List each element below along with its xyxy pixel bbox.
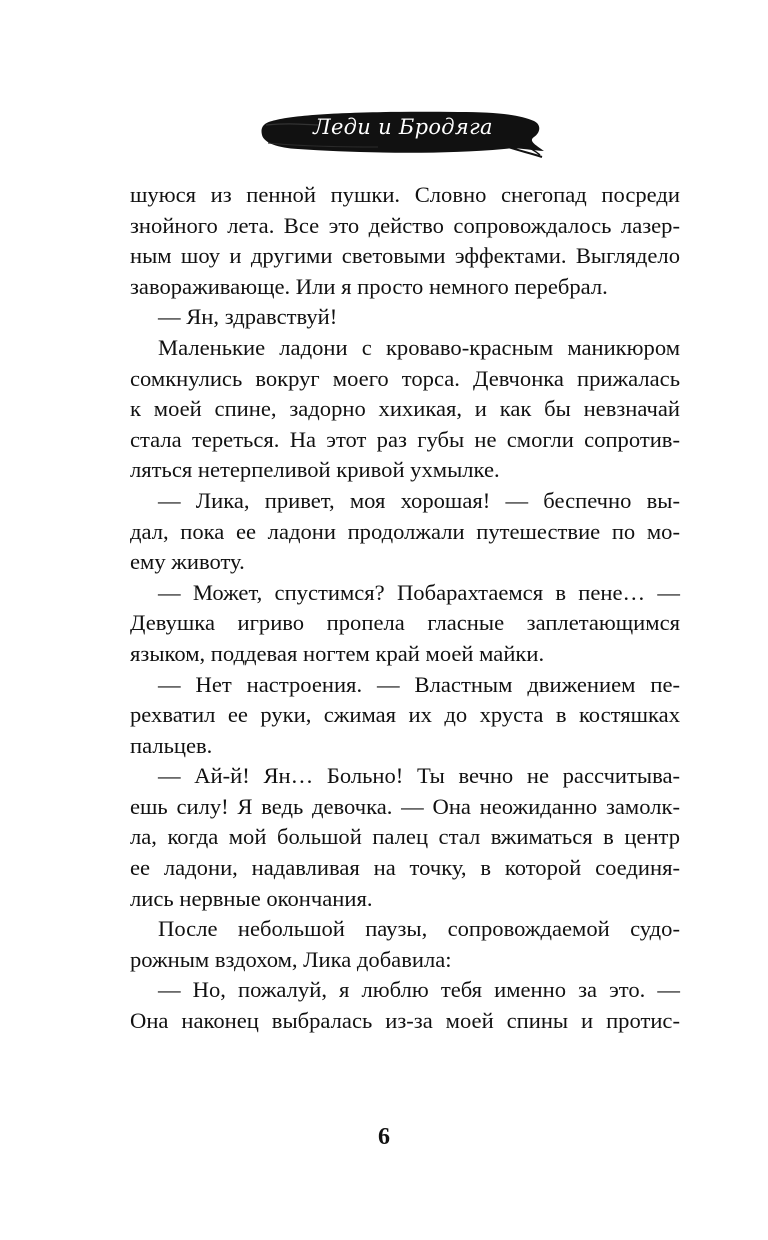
text-line: — Лика, привет, моя хорошая! — беспечно вы-	[158, 487, 680, 513]
text-line: пальцев.	[130, 732, 213, 758]
text-line: — Но, пожалуй, я люблю тебя именно за это. —	[158, 977, 680, 1003]
text-line: ее ладони, надавливая на точку, в которой соединя-	[130, 855, 680, 881]
text-line: языком, поддевая ногтем край моей майки.	[130, 640, 545, 666]
page-number: 6	[378, 1124, 390, 1150]
body-text	[130, 180, 680, 1037]
text-line: ляться нетерпеливой кривой ухмылке.	[130, 457, 500, 483]
text-line: ему животу.	[130, 549, 245, 575]
text-line: знойного лета. Все это действо сопровождалось лазер-	[130, 212, 680, 238]
text-line: ла, когда мой большой палец стал вжиматься в центр	[130, 824, 680, 850]
text-line: ешь силу! Я ведь девочка. — Она неожиданно замолк-	[130, 793, 680, 819]
text-line: стала тереться. На этот раз губы не смогли сопротив-	[130, 426, 680, 452]
header-title: Леди и Бродяга	[313, 115, 493, 139]
text-line: — Может, спустимся? Побарахтаемся в пене… —	[158, 579, 680, 605]
text-line: Она наконец выбралась из-за моей спины и протис-	[130, 1008, 680, 1034]
text-line: дал, пока ее ладони продолжали путешествие по мо-	[130, 518, 680, 544]
text-line: — Ян, здравствуй!	[158, 304, 338, 330]
text-line: рожным вздохом, Лика добавила:	[130, 946, 452, 972]
text-line: — Ай-й! Ян… Больно! Ты вечно не рассчитыва-	[158, 763, 680, 789]
text-line: После небольшой паузы, сопровождаемой судо-	[158, 916, 680, 942]
text-line: — Нет настроения. — Властным движением пе-	[158, 671, 680, 697]
running-header	[258, 103, 548, 161]
text-line: завораживающе. Или я просто немного перебрал.	[130, 273, 608, 299]
text-line: рехватил ее руки, сжимая их до хруста в костяшках	[130, 702, 680, 728]
text-line: ным шоу и другими световыми эффектами. Выглядело	[130, 243, 680, 269]
text-line: Маленькие ладони с кроваво-красным маникюром	[158, 334, 680, 360]
text-line: сомкнулись вокруг моего торса. Девчонка прижалась	[130, 365, 680, 391]
text-line: к моей спине, задорно хихикая, и как бы невзначай	[130, 396, 680, 422]
text-line: лись нервные окончания.	[130, 885, 373, 911]
text-line: шуюся из пенной пушки. Словно снегопад посреди	[130, 182, 680, 207]
text-line: Девушка игриво пропела гласные заплетающимся	[130, 610, 680, 636]
